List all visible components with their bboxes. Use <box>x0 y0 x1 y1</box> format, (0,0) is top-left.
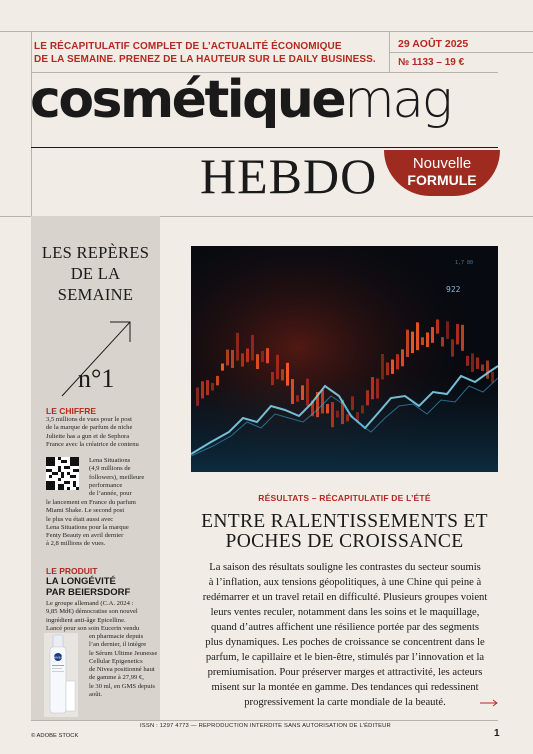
chiffre-line: de la marque de parfum de niche <box>46 424 133 432</box>
photo-credit: © ADOBE STOCK <box>31 733 79 739</box>
photo-candle <box>456 324 459 344</box>
number-one: n°1 <box>78 364 115 393</box>
produit-text <box>46 600 160 633</box>
photo-ticker: 922 <box>446 285 461 294</box>
issn-notice: ISSN : 1297 4773 — REPRODUCTION INTERDITE SANS AUTORISATION DE L’ÉDITEUR <box>140 723 391 729</box>
photo-candle <box>241 353 244 366</box>
photo-candle <box>391 360 394 374</box>
photo-candle <box>296 395 299 402</box>
photo-ticker: 1,7 80 <box>455 260 474 266</box>
photo-candle <box>266 348 269 363</box>
sidebar-title-line: DE LA <box>70 264 121 283</box>
produit-title-line: PAR BEIERSDORF <box>46 587 131 598</box>
photo-candle <box>361 405 364 413</box>
chiffre-line: performance <box>89 481 123 489</box>
logo-bold-part: cosmétique <box>30 70 345 130</box>
produit-wrap-text <box>89 633 159 699</box>
photo-candle <box>366 390 369 405</box>
photo-candle <box>491 372 494 383</box>
photo-candle <box>376 378 379 398</box>
photo-candle <box>346 414 349 421</box>
page-number: 1 <box>494 728 500 739</box>
photo-candle <box>326 404 329 413</box>
photo-candle <box>351 396 354 410</box>
photo-candle <box>321 390 324 413</box>
chiffre-line: Miami Shake. Le second post <box>46 507 125 515</box>
article-headline <box>191 512 498 552</box>
issue-number: № 1133 – 19 € <box>398 57 465 68</box>
photo-candle <box>406 330 409 357</box>
photo-candle <box>251 335 254 360</box>
body-line: leurs ventes reculer, notamment dans les soins et le maquillage, <box>210 607 480 618</box>
photo-candle <box>481 364 484 371</box>
produit-line: Le groupe allemand (C.A. 2024 : <box>46 600 134 607</box>
produit-line: Lancé pour son soin Eucerin vendu <box>46 624 140 632</box>
chiffre-line: le lancement en France du parfum <box>46 499 136 506</box>
photo-candle <box>276 355 279 379</box>
photo-candle <box>236 333 239 361</box>
date-rule <box>389 52 533 53</box>
produit-line: ingrédient anti-âge Epicelline. <box>46 616 126 624</box>
photo-candle <box>486 361 489 379</box>
photo-candle <box>371 377 374 399</box>
bottle-brand-text: NIVEA <box>53 655 63 660</box>
body-line: plus dynamiques. Les poches de croissance se concentrent dans le <box>205 637 485 648</box>
chiffre-line: Lena Situations pour la marque <box>46 523 129 531</box>
body-line: parfum, le capillaire et le bien-être, stimulés par l’innovation et la <box>205 652 485 663</box>
headline-line: POCHES DE CROISSANCE <box>225 531 464 552</box>
tagline <box>34 41 379 66</box>
produit-line: Cellular Epigenetics <box>89 657 143 665</box>
photo-candle <box>271 372 274 385</box>
photo-candle <box>211 383 214 391</box>
chiffre-line: de l’année, pour <box>89 490 132 498</box>
photo-candle <box>436 319 439 333</box>
tagline-line: DE LA SEMAINE. PRENEZ DE LA HAUTEUR SUR LE DAILY BUSINESS. <box>34 53 376 65</box>
header-divider <box>389 31 390 72</box>
photo-candle <box>431 327 434 343</box>
photo-candle <box>226 350 229 366</box>
issue-date: 29 AOÛT 2025 <box>398 38 469 50</box>
photo-candle <box>286 363 289 386</box>
qr-code-icon <box>46 457 79 490</box>
chiffre-label: LE CHIFFRE <box>46 406 97 416</box>
photo-candle <box>426 332 429 347</box>
body-line: La saison des résultats souligne les contrastes du secteur soumis <box>209 562 481 573</box>
chiffre-line: le plus vu était aussi avec <box>46 515 114 523</box>
photo-candle <box>221 364 224 371</box>
chiffre-line: followers), meilleure <box>89 473 145 481</box>
photo-candle <box>231 350 234 368</box>
top-rule <box>0 31 533 32</box>
produit-line: de gamme à 27,99 €, <box>89 674 144 682</box>
photo-candle <box>206 380 209 395</box>
body-line: premiumisation. Pour préserver marges et attractivité, les acteurs <box>207 667 483 678</box>
logo-light-part: mag <box>344 70 451 130</box>
photo-candle <box>216 376 219 385</box>
photo-candle <box>301 385 304 400</box>
hebdo-title: HEBDO <box>200 148 378 204</box>
produit-line: le Sérum Ultime Jeunesse <box>89 649 158 657</box>
photo-candle <box>476 357 479 369</box>
body-line: progressivement la carte mondiale de la beauté. <box>244 697 446 708</box>
photo-candle <box>441 337 444 346</box>
body-line: redémarrer et un travel retail en difficulté. Plusieurs groupes voient <box>202 592 488 603</box>
market-chart-photo <box>191 246 498 472</box>
produit-line: en pharmacie depuis <box>89 633 144 640</box>
produit-title-line: LA LONGÉVITÉ <box>46 576 116 587</box>
continue-arrow-icon[interactable] <box>480 699 498 707</box>
sidebar-title-line: SEMAINE <box>57 285 134 304</box>
sidebar-title-line: LES REPÈRES <box>41 243 150 262</box>
photo-candle <box>336 411 339 418</box>
headline-line: ENTRE RALENTISSEMENTS ET <box>201 511 488 532</box>
photo-candle <box>381 354 384 379</box>
photo-candle <box>421 337 424 345</box>
photo-candle <box>446 321 449 339</box>
tagline-line: LE RÉCAPITULATIF COMPLET DE L’ACTUALITÉ ÉCONOMIQUE <box>34 41 342 52</box>
masthead-logo <box>30 70 450 130</box>
footer-rule <box>31 720 498 721</box>
chiffre-line: à 2,8 millions de vues. <box>46 540 106 548</box>
photo-candle <box>461 325 464 351</box>
photo-candle <box>201 381 204 398</box>
photo-candle <box>196 387 199 405</box>
chiffre-wrap-text <box>89 457 159 498</box>
photo-candle <box>256 354 259 369</box>
photo-candle <box>306 379 309 406</box>
stock-chart-illustration <box>191 246 498 472</box>
produit-line: 9,85 Md€) démocratise son nouvel <box>46 608 138 616</box>
chiffre-line: Lena Situations <box>89 457 131 464</box>
produit-label: LE PRODUIT <box>46 566 98 576</box>
photo-candle <box>416 322 419 350</box>
serum-bottle-image <box>44 633 78 717</box>
badge-line2: FORMULE <box>407 172 477 188</box>
chiffre-line: Fenty Beauty en avril dernier <box>46 532 124 540</box>
photo-candle <box>331 402 334 427</box>
body-line: à l’inflation, aux tensions géopolitiques, à une Chine qui peine à <box>208 577 482 588</box>
chiffre-line: France avec la créatrice de contenu <box>46 440 139 448</box>
photo-candle <box>466 356 469 366</box>
article-body <box>196 560 494 710</box>
article-kicker: RÉSULTATS – RÉCAPITULATIF DE L’ÉTÉ <box>258 493 431 503</box>
badge-line1: Nouvelle <box>412 155 472 172</box>
produit-line: de Nivea positionné haut <box>89 666 155 674</box>
produit-line: l’an dernier, il intègre <box>89 641 147 649</box>
chiffre-tail-text <box>46 499 160 549</box>
body-line: misent sur la montée en gamme. Des tendances qui redessinent <box>211 682 479 693</box>
photo-candle <box>281 369 284 380</box>
photo-candle <box>261 351 264 362</box>
produit-title <box>46 576 130 598</box>
photo-candle <box>396 354 399 369</box>
chiffre-line: (4,9 millions de <box>89 465 131 473</box>
chiffre-text <box>46 416 158 449</box>
photo-candle <box>246 348 249 362</box>
photo-candle <box>401 349 404 366</box>
photo-candle <box>451 339 454 356</box>
chiffre-line: 3,5 millions de vues pour le post <box>46 416 132 423</box>
photo-candle <box>386 362 389 375</box>
produit-line: août. <box>89 691 103 699</box>
sidebar-title <box>31 242 160 305</box>
produit-line: le 30 ml, en GMS depuis <box>89 682 155 690</box>
chiffre-line: Juliette has a gun et de Sephora <box>46 432 130 440</box>
photo-candle <box>471 353 474 372</box>
body-line: quand d’autres affichent une résilience portée par des segments <box>210 622 480 633</box>
new-formula-badge <box>384 150 500 196</box>
photo-candle <box>291 379 294 404</box>
photo-candle <box>411 332 414 353</box>
